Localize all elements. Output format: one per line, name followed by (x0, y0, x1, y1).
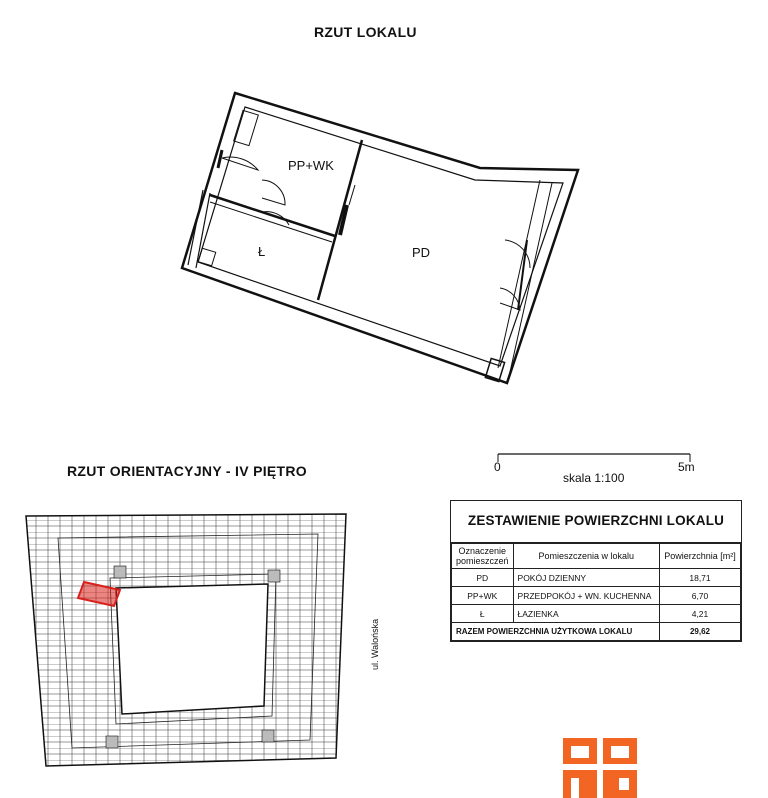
scale-bar (490, 448, 700, 468)
outer-wall (182, 93, 578, 383)
summary-title: ZESTAWIENIE POWIERZCHNI LOKALU (451, 501, 741, 543)
total-row (452, 623, 741, 641)
scale-start-label: 0 (494, 460, 501, 474)
row-code: PP+WK (452, 587, 514, 605)
header-room: Pomieszczenia w lokalu (513, 544, 659, 569)
total-label: RAZEM POWIERZCHNIA UŻYTKOWA LOKALU (452, 623, 660, 641)
scale-end-label: 5m (678, 460, 695, 474)
room-label-pp-wk: PP+WK (288, 158, 334, 173)
table-row (452, 569, 741, 587)
header-code: Oznaczenie pomieszczeń (452, 544, 514, 569)
row-area: 4,21 (660, 605, 741, 623)
row-name: POKÓJ DZIENNY (513, 569, 659, 587)
row-code: Ł (452, 605, 514, 623)
total-area: 29,62 (660, 623, 741, 641)
orientation-title: RZUT ORIENTACYJNY - IV PIĘTRO (67, 463, 307, 479)
plan-title: RZUT LOKALU (314, 24, 417, 40)
room-label-pd: PD (412, 245, 431, 260)
street-label: ul. Walońska (370, 618, 380, 670)
room-label-l: Ł (258, 244, 266, 259)
company-logo (563, 738, 637, 798)
area-summary-table (450, 500, 742, 642)
row-code: PD (452, 569, 514, 587)
header-area: Powierzchnia [m²] (660, 544, 741, 569)
table-row (452, 605, 741, 623)
row-area: 6,70 (660, 587, 741, 605)
row-name: PRZEDPOKÓJ + WN. KUCHENNA (513, 587, 659, 605)
orientation-building-plan (18, 508, 358, 778)
scale-ratio-label: skala 1:100 (563, 471, 625, 485)
row-name: ŁAZIENKA (513, 605, 659, 623)
table-row (452, 587, 741, 605)
row-area: 18,71 (660, 569, 741, 587)
courtyard (116, 584, 268, 714)
